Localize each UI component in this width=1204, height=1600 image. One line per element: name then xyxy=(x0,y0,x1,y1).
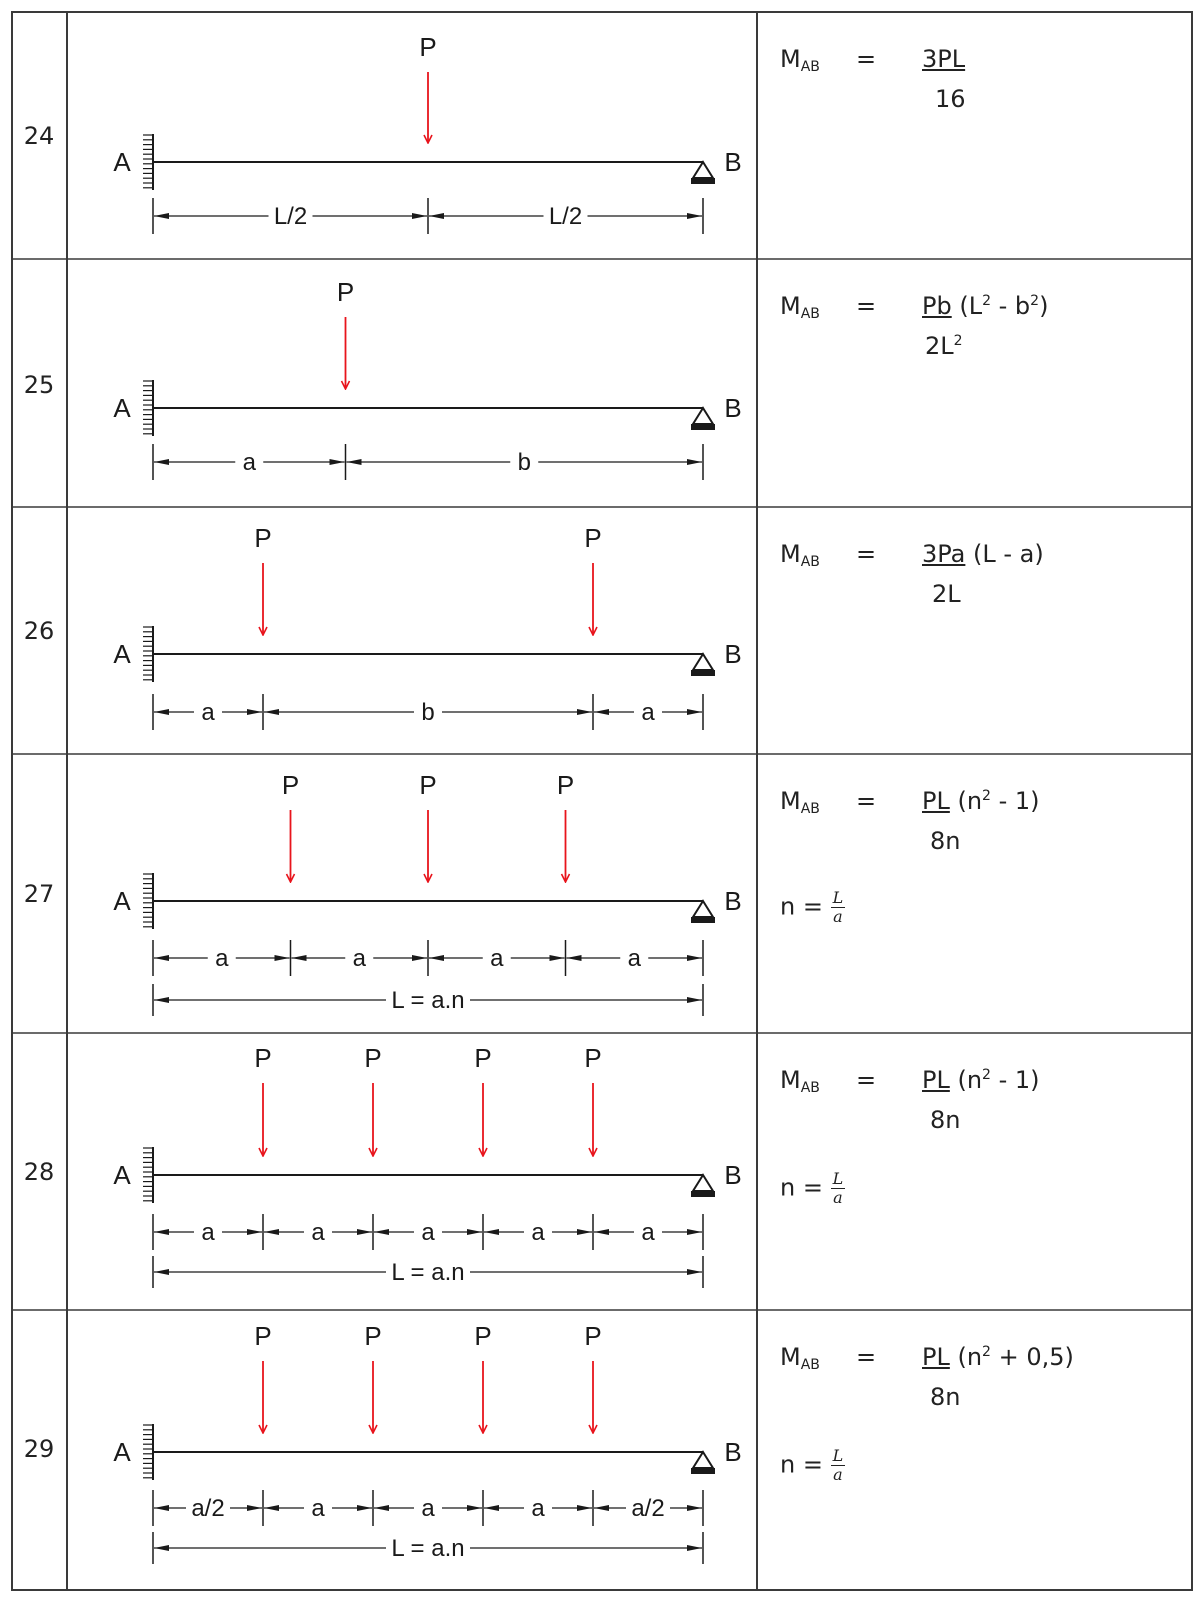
load-label: P xyxy=(474,1321,492,1351)
formula-denominator: 16 xyxy=(935,85,966,113)
dimension-label: a xyxy=(311,1495,325,1522)
equals-sign: = xyxy=(856,1066,877,1094)
row-number: 29 xyxy=(23,1435,55,1463)
moment-label: $M_{AB}$ xyxy=(780,292,820,322)
equals-sign: = xyxy=(856,45,877,73)
support-b-label: B xyxy=(724,147,742,177)
dimension-label: a/2 xyxy=(191,1495,225,1522)
support-b-label: B xyxy=(724,1160,742,1190)
load-label: P xyxy=(474,1043,492,1073)
roller-support xyxy=(693,654,713,670)
formula-numerator: PL $(n^2 - 1)$ xyxy=(922,1066,1040,1094)
formula-denominator: 8n xyxy=(930,1383,961,1411)
roller-support xyxy=(693,901,713,917)
support-a-label: A xyxy=(113,639,131,669)
formula-numerator: PL $(n^2 - 1)$ xyxy=(922,787,1040,815)
roller-support-base xyxy=(691,917,715,923)
dimension-label: a xyxy=(490,945,504,972)
formula-numerator: 3Pa (L - a) xyxy=(922,540,1044,568)
load-label: P xyxy=(584,523,602,553)
dimension-label: b xyxy=(517,449,531,476)
formula-denominator: 8n xyxy=(930,1106,961,1134)
load-label: P xyxy=(336,277,355,307)
dimension-label: a xyxy=(215,945,229,972)
dimension-label: a xyxy=(531,1219,545,1246)
load-label: P xyxy=(584,1321,602,1351)
support-a-label: A xyxy=(113,1160,131,1190)
row-number: 25 xyxy=(23,371,55,399)
roller-support-base xyxy=(691,670,715,676)
formula-denominator: 2L xyxy=(932,580,961,608)
load-label: P xyxy=(364,1321,382,1351)
support-b-label: B xyxy=(724,886,742,916)
moment-label: $M_{AB}$ xyxy=(780,787,820,817)
support-a-label: A xyxy=(113,393,131,423)
load-label: P xyxy=(254,1321,272,1351)
roller-support xyxy=(693,1452,713,1468)
equals-sign: = xyxy=(856,1343,877,1371)
row-number: 28 xyxy=(23,1158,55,1186)
moment-label: $M_{AB}$ xyxy=(780,1066,820,1096)
dimension-label: a xyxy=(627,945,641,972)
dimension-label: b xyxy=(421,699,435,726)
roller-support-base xyxy=(691,1191,715,1197)
equals-sign: = xyxy=(856,787,877,815)
total-length-label: L = a.n xyxy=(391,1535,465,1562)
dimension-label: a xyxy=(311,1219,325,1246)
equals-sign: = xyxy=(856,292,877,320)
formula-denominator: 8n xyxy=(930,827,961,855)
load-label: P xyxy=(556,770,575,800)
load-label: P xyxy=(254,1043,272,1073)
dimension-label: a xyxy=(421,1495,435,1522)
dimension-label: a xyxy=(352,945,366,972)
equals-sign: = xyxy=(856,540,877,568)
dimension-label: L/2 xyxy=(548,203,583,230)
formula-numerator: Pb $(L^2 - b^2)$ xyxy=(922,292,1049,320)
dimension-label: a xyxy=(201,699,215,726)
dimension-label: a xyxy=(531,1495,545,1522)
load-label: P xyxy=(419,770,437,800)
moment-label: $M_{AB}$ xyxy=(780,45,820,75)
support-a-label: A xyxy=(113,886,131,916)
load-label: P xyxy=(419,32,437,62)
support-b-label: B xyxy=(724,1437,742,1467)
n-definition: n = $\frac{L}{a}$ xyxy=(780,1446,844,1484)
roller-support-base xyxy=(691,1468,715,1474)
total-length-label: L = a.n xyxy=(391,1259,465,1286)
roller-support xyxy=(693,408,713,424)
n-definition: n = $\frac{L}{a}$ xyxy=(780,1169,844,1207)
dimension-label: a xyxy=(201,1219,215,1246)
roller-support xyxy=(693,1175,713,1191)
row-number: 24 xyxy=(23,122,55,150)
support-b-label: B xyxy=(724,393,742,423)
support-b-label: B xyxy=(724,639,742,669)
row-number: 26 xyxy=(23,617,55,645)
dimension-label: a xyxy=(641,699,655,726)
roller-support xyxy=(693,162,713,178)
support-a-label: A xyxy=(113,147,131,177)
formula-denominator: $2L^2$ xyxy=(925,332,963,360)
dimension-label: L/2 xyxy=(273,203,308,230)
load-label: P xyxy=(584,1043,602,1073)
support-a-label: A xyxy=(113,1437,131,1467)
dimension-label: a/2 xyxy=(631,1495,665,1522)
total-length-label: L = a.n xyxy=(391,987,465,1014)
dimension-label: a xyxy=(641,1219,655,1246)
load-label: P xyxy=(254,523,272,553)
formula-numerator: 3PL xyxy=(922,45,966,73)
moment-label: $M_{AB}$ xyxy=(780,1343,820,1373)
load-label: P xyxy=(281,770,300,800)
n-definition: n = $\frac{L}{a}$ xyxy=(780,888,844,926)
row-number: 27 xyxy=(23,880,55,908)
roller-support-base xyxy=(691,424,715,430)
dimension-label: a xyxy=(421,1219,435,1246)
dimension-label: a xyxy=(242,449,256,476)
moment-label: $M_{AB}$ xyxy=(780,540,820,570)
roller-support-base xyxy=(691,178,715,184)
load-label: P xyxy=(364,1043,382,1073)
formula-numerator: PL $(n^2 + 0,5)$ xyxy=(922,1343,1074,1371)
